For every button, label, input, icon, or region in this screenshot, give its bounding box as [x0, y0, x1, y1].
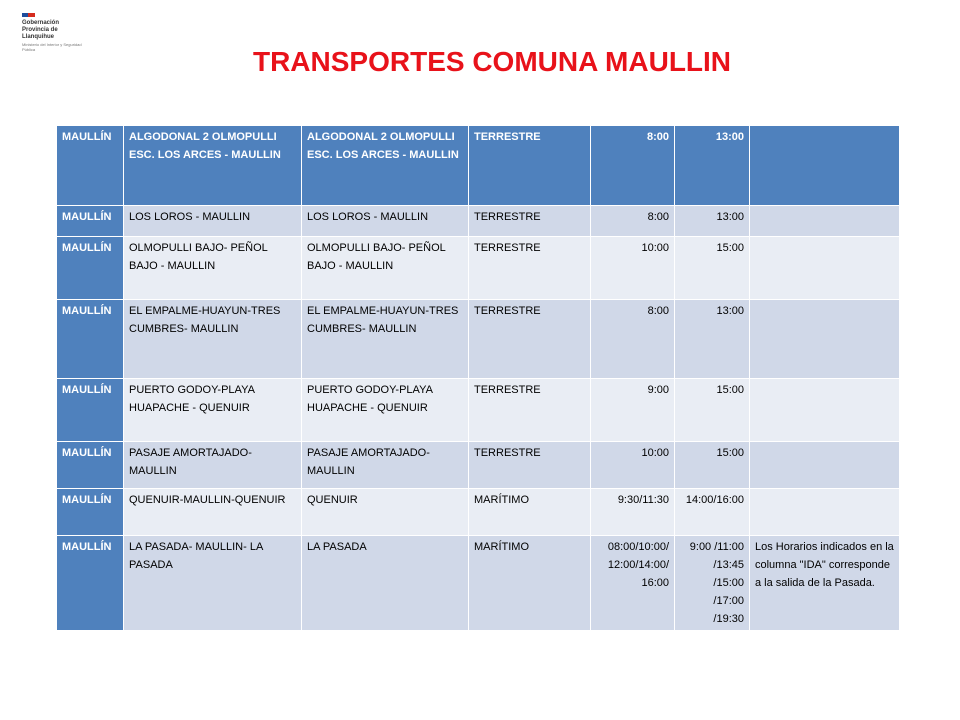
table-row: [57, 206, 900, 237]
cell-ruta: ALGODONAL 2 OLMOPULLI ESC. LOS ARCES - MAULLIN: [124, 126, 302, 206]
cell-observacion: [750, 489, 900, 536]
cell-comuna: MAULLÍN: [57, 126, 124, 206]
cell-destino: QUENUIR: [302, 489, 469, 536]
cell-tipo: TERRESTRE: [469, 442, 591, 489]
cell-tipo: TERRESTRE: [469, 206, 591, 237]
cell-observacion: [750, 442, 900, 489]
transport-schedule-table: [56, 125, 900, 631]
cell-vuelta: 13:00: [675, 206, 750, 237]
cell-ida: 10:00: [591, 442, 675, 489]
cell-tipo: TERRESTRE: [469, 237, 591, 300]
cell-comuna: MAULLÍN: [57, 489, 124, 536]
table-row: [57, 300, 900, 379]
cell-comuna: MAULLÍN: [57, 379, 124, 442]
cell-ruta: LOS LOROS - MAULLIN: [124, 206, 302, 237]
cell-destino: LA PASADA: [302, 536, 469, 631]
cell-vuelta: 13:00: [675, 126, 750, 206]
cell-destino: ALGODONAL 2 OLMOPULLI ESC. LOS ARCES - MAULLIN: [302, 126, 469, 206]
cell-ruta: QUENUIR-MAULLIN-QUENUIR: [124, 489, 302, 536]
table-row: [57, 536, 900, 631]
table-row: [57, 126, 900, 206]
cell-ruta: PUERTO GODOY-PLAYA HUAPACHE - QUENUIR: [124, 379, 302, 442]
cell-tipo: TERRESTRE: [469, 126, 591, 206]
cell-ida: 9:30/11:30: [591, 489, 675, 536]
cell-comuna: MAULLÍN: [57, 442, 124, 489]
cell-ida: 10:00: [591, 237, 675, 300]
cell-observacion: Los Horarios indicados en la columna "IDA" corresponde a la salida de la Pasada.: [750, 536, 900, 631]
cell-destino: PUERTO GODOY-PLAYA HUAPACHE - QUENUIR: [302, 379, 469, 442]
cell-vuelta: 15:00: [675, 442, 750, 489]
cell-observacion: [750, 300, 900, 379]
table-row: [57, 237, 900, 300]
cell-ruta: EL EMPALME-HUAYUN-TRES CUMBRES- MAULLIN: [124, 300, 302, 379]
cell-destino: EL EMPALME-HUAYUN-TRES CUMBRES- MAULLIN: [302, 300, 469, 379]
cell-ida: 9:00: [591, 379, 675, 442]
table-row: [57, 379, 900, 442]
cell-vuelta: 15:00: [675, 379, 750, 442]
cell-observacion: [750, 126, 900, 206]
logo-line-2: Provincia de: [22, 27, 58, 33]
cell-ida: 8:00: [591, 126, 675, 206]
logo-line-4: Ministerio del Interior y Seguridad Pública: [22, 42, 82, 52]
cell-ida: 8:00: [591, 300, 675, 379]
cell-destino: LOS LOROS - MAULLIN: [302, 206, 469, 237]
cell-comuna: MAULLÍN: [57, 536, 124, 631]
cell-vuelta: 9:00 /11:00 /13:45 /15:00 /17:00 /19:30: [675, 536, 750, 631]
cell-tipo: TERRESTRE: [469, 300, 591, 379]
cell-tipo: TERRESTRE: [469, 379, 591, 442]
cell-comuna: MAULLÍN: [57, 237, 124, 300]
table-row: [57, 442, 900, 489]
logo-line-1: Gobernación: [22, 20, 60, 26]
flag-icon: [22, 13, 35, 17]
cell-ruta: OLMOPULLI BAJO- PEÑOL BAJO - MAULLIN: [124, 237, 302, 300]
cell-observacion: [750, 237, 900, 300]
cell-ruta: PASAJE AMORTAJADO- MAULLIN: [124, 442, 302, 489]
cell-destino: OLMOPULLI BAJO- PEÑOL BAJO - MAULLIN: [302, 237, 469, 300]
cell-ida: 8:00: [591, 206, 675, 237]
page-title: TRANSPORTES COMUNA MAULLIN: [252, 46, 732, 77]
cell-vuelta: 15:00: [675, 237, 750, 300]
cell-comuna: MAULLÍN: [57, 206, 124, 237]
cell-comuna: MAULLÍN: [57, 300, 124, 379]
cell-ruta: LA PASADA- MAULLIN- LA PASADA: [124, 536, 302, 631]
cell-destino: PASAJE AMORTAJADO- MAULLIN: [302, 442, 469, 489]
cell-tipo: MARÍTIMO: [469, 536, 591, 631]
cell-vuelta: 14:00/16:00: [675, 489, 750, 536]
cell-ida: 08:00/10:00/ 12:00/14:00/ 16:00: [591, 536, 675, 631]
table-row: [57, 489, 900, 536]
cell-observacion: [750, 206, 900, 237]
cell-observacion: [750, 379, 900, 442]
cell-tipo: MARÍTIMO: [469, 489, 591, 536]
cell-vuelta: 13:00: [675, 300, 750, 379]
logo-line-3: Llanquihue: [22, 34, 54, 40]
